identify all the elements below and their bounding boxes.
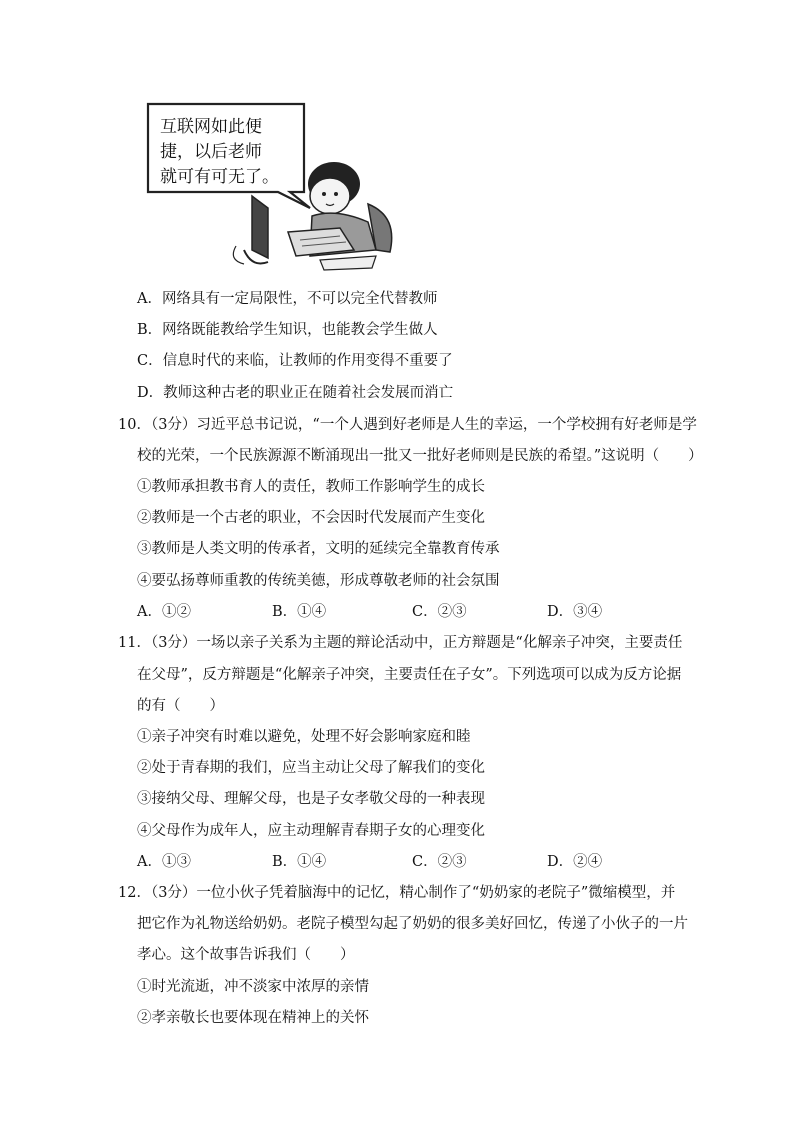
q10-choice-a[interactable]: A．①② <box>137 604 191 620</box>
q11-choice-a[interactable]: A．①③ <box>137 854 191 870</box>
q10-stem-line-1: 10．（3分）习近平总书记说，“一个人遇到好老师是人生的幸运，一个学校拥有好老师是学 <box>118 417 697 433</box>
q9-option-b: B．网络既能教给学生知识，也能教会学生做人 <box>137 322 438 338</box>
q10-statement-4: ④要弘扬尊师重教的传统美德，形成尊敬老师的社会氛围 <box>137 573 500 589</box>
q11-choice-b[interactable]: B．①④ <box>272 854 327 870</box>
q10-statement-1: ①教师承担教书育人的责任，教师工作影响学生的成长 <box>137 479 485 495</box>
speech-bubble <box>148 104 310 208</box>
q12-statement-1: ①时光流逝，冲不淡家中浓厚的亲情 <box>137 979 369 995</box>
speech-line-2: 捷，以后老师 <box>160 142 262 162</box>
q12-statement-2: ②孝亲敬长也要体现在精神上的关怀 <box>137 1010 369 1026</box>
q10-stem-line-2: 校的光荣，一个民族源源不断涌现出一批又一批好老师则是民族的希望。”这说明（ ） <box>137 448 703 464</box>
q12-stem-line-3: 孝心。这个故事告诉我们（ ） <box>137 947 355 963</box>
q9-option-d: D．教师这种古老的职业正在随着社会发展而消亡 <box>137 385 454 401</box>
q11-stem-line-3: 的有（ ） <box>137 698 224 714</box>
q10-statement-3: ③教师是人类文明的传承者，文明的延续完全靠教育传承 <box>137 541 500 557</box>
q11-statement-2: ②处于青春期的我们，应当主动让父母了解我们的变化 <box>137 760 485 776</box>
q10-choice-b[interactable]: B．①④ <box>272 604 327 620</box>
q11-stem-line-1: 11．（3分）一场以亲子关系为主题的辩论活动中，正方辩题是“化解亲子冲突，主要责任 <box>118 635 683 651</box>
speech-line-3: 就可有可无了。 <box>160 167 279 187</box>
q11-statement-3: ③接纳父母、理解父母，也是子女孝敬父母的一种表现 <box>137 791 485 807</box>
q9-option-c: C．信息时代的来临，让教师的作用变得不重要了 <box>137 353 453 369</box>
q10-choice-c[interactable]: C．②③ <box>412 604 467 620</box>
q11-statement-1: ①亲子冲突有时难以避免，处理不好会影响家庭和睦 <box>137 729 471 745</box>
q10-choice-d[interactable]: D．③④ <box>547 604 603 620</box>
boy-computer-illustration <box>140 100 410 272</box>
q11-choice-c[interactable]: C．②③ <box>412 854 467 870</box>
q12-stem-line-2: 把它作为礼物送给奶奶。老院子模型勾起了奶奶的很多美好回忆，传递了小伙子的一片 <box>137 916 688 932</box>
monitor-icon <box>233 196 268 264</box>
q9-option-a: A．网络具有一定局限性，不可以完全代替教师 <box>137 291 438 307</box>
q11-stem-line-2: 在父母”，反方辩题是“化解亲子冲突，主要责任在子女”。下列选项可以成为反方论据 <box>137 667 682 683</box>
q12-stem-line-1: 12．（3分）一位小伙子凭着脑海中的记忆，精心制作了“奶奶家的老院子”微缩模型，并 <box>118 885 676 901</box>
speech-line-1: 互联网如此便 <box>160 117 262 137</box>
q10-statement-2: ②教师是一个古老的职业，不会因时代发展而产生变化 <box>137 510 485 526</box>
q11-choice-d[interactable]: D．②④ <box>547 854 603 870</box>
q11-statement-4: ④父母作为成年人，应主动理解青春期子女的心理变化 <box>137 823 485 839</box>
